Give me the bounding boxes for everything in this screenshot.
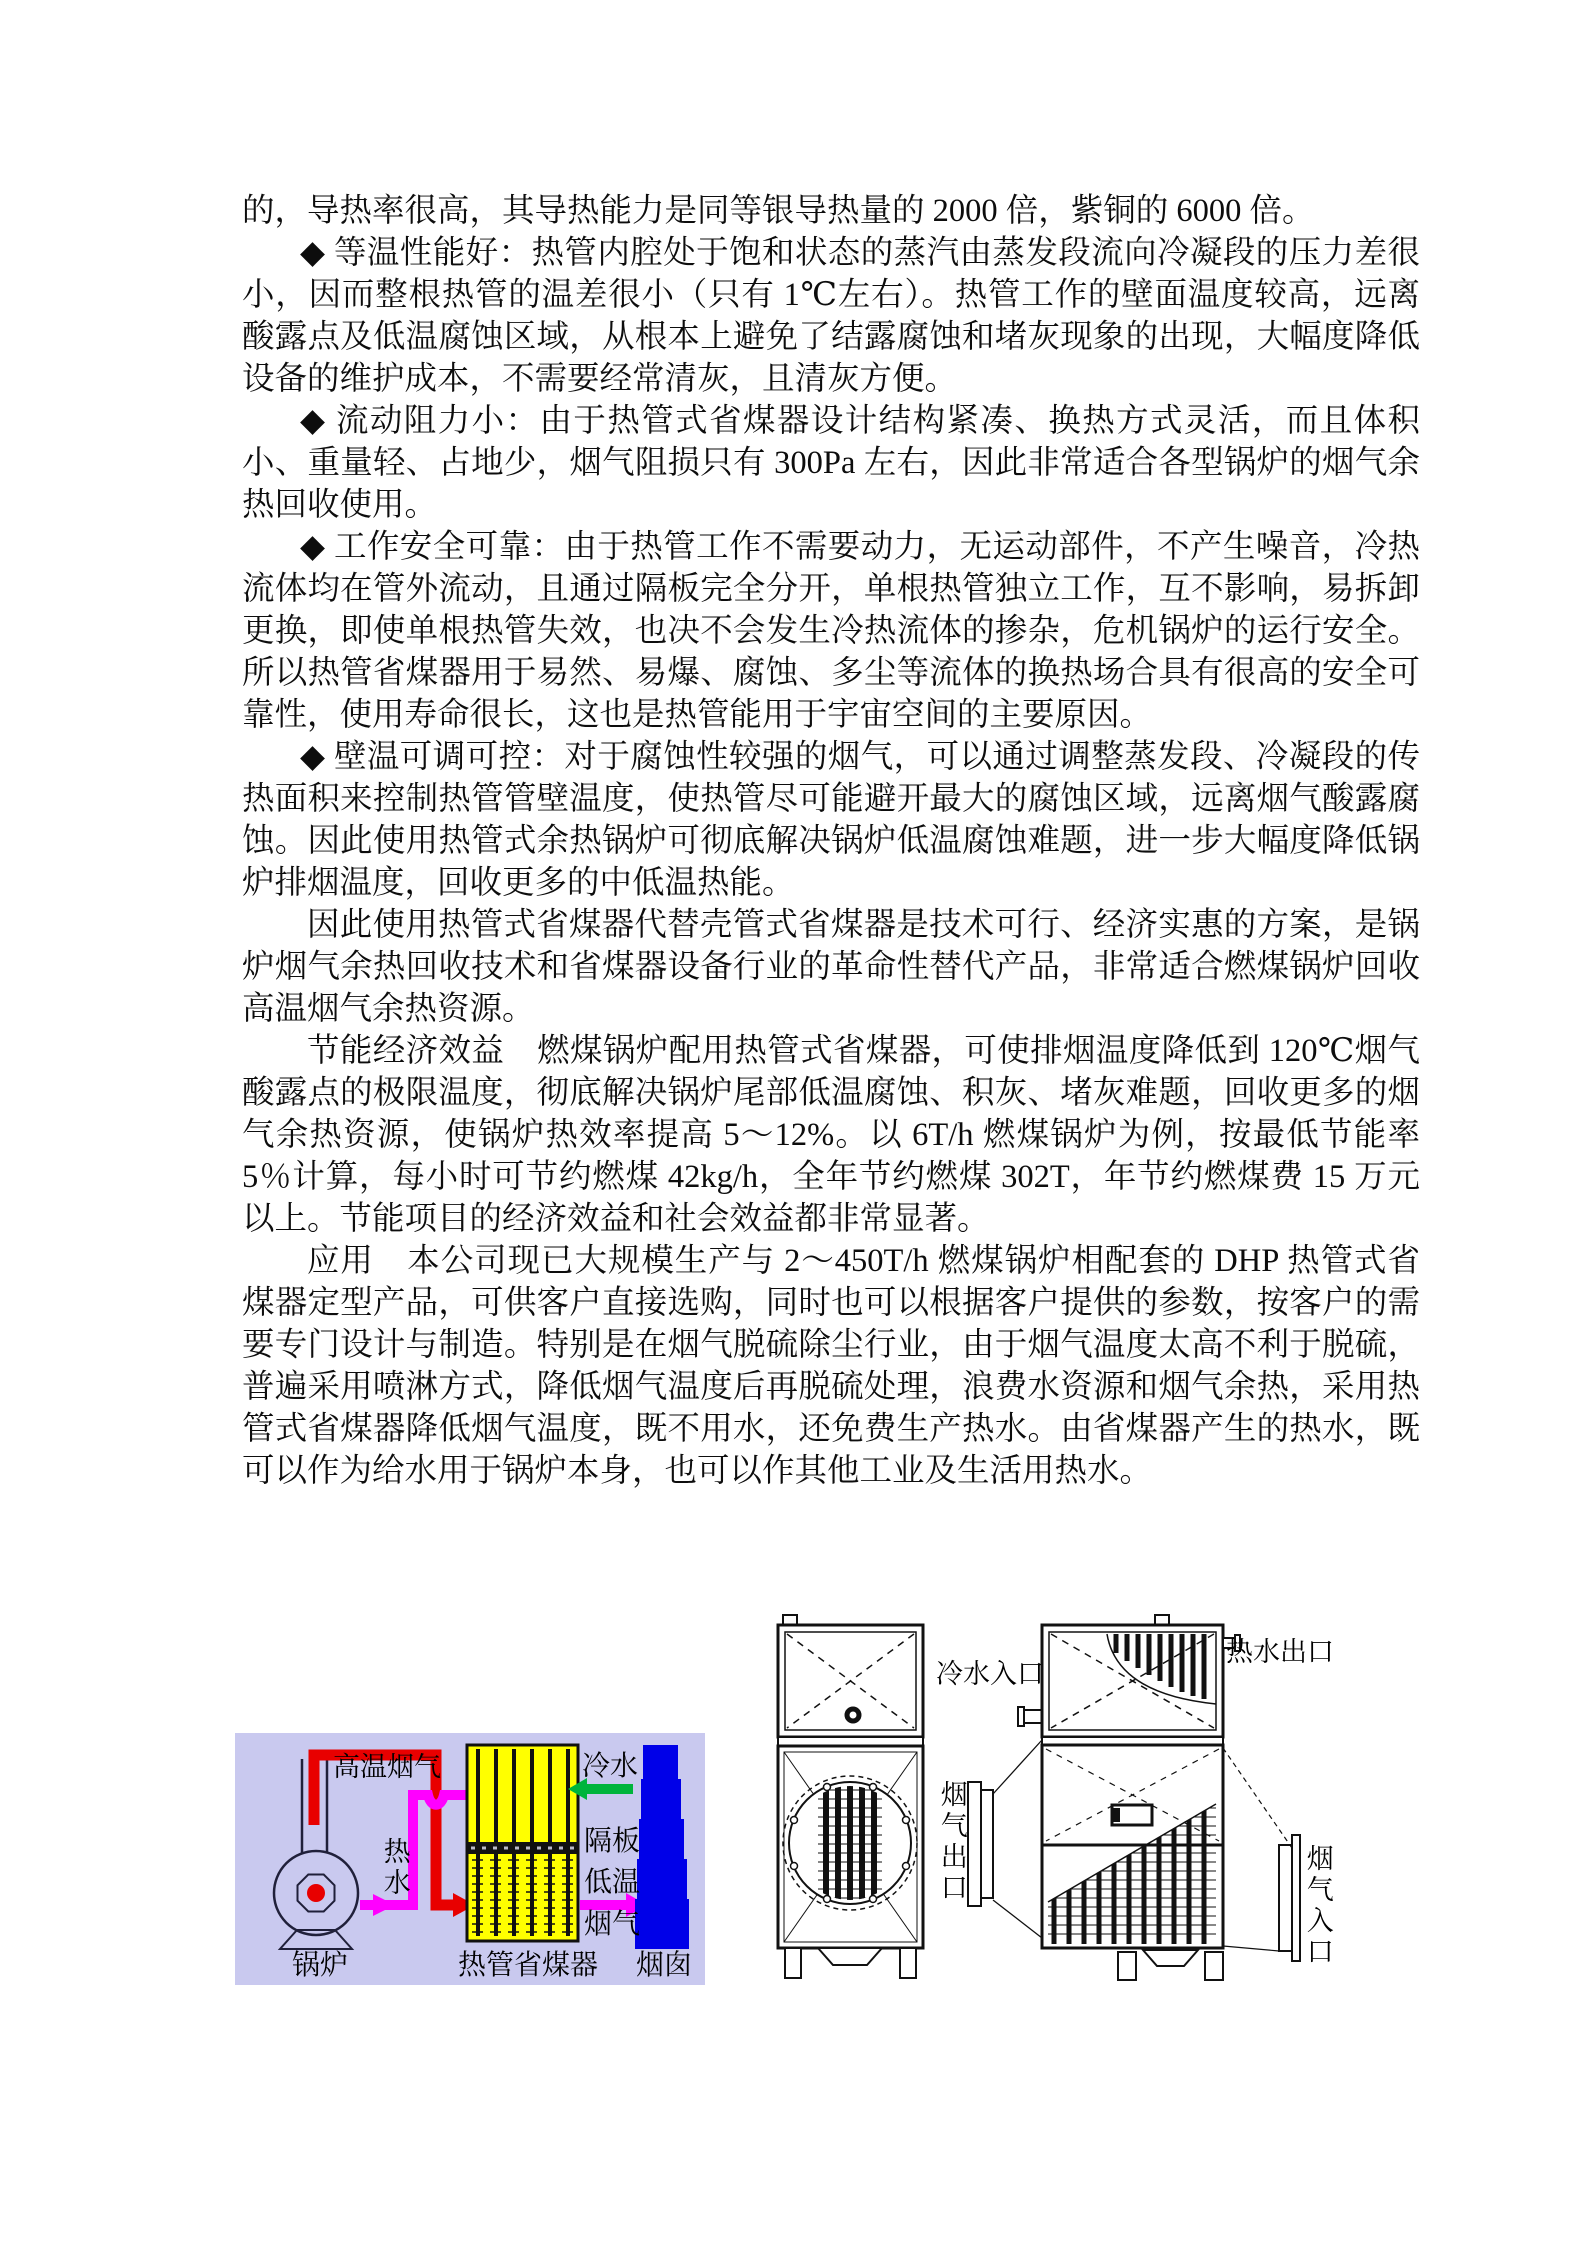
porthole-tube-bundle [818, 1784, 882, 1902]
label-flue-gas-outlet: 烟气出口 [936, 1780, 967, 1904]
paragraph-flow-resistance: ◆ 流动阻力小：由于热管式省煤器设计结构紧凑、换热方式灵活，而且体积小、重量轻、占地少，烟气阻损只有 300Pa 左右，因此非常适合各型锅炉的烟气余热回收使用。 [242, 403, 1420, 523]
label-boiler: 锅炉 [292, 1950, 349, 1981]
paragraph-wall-temp: ◆ 壁温可调可控：对于腐蚀性较强的烟气，可以通过调整蒸发段、冷凝段的传热面积来控制热管管壁温度，使热管尽可能避开最大的腐蚀区域，远离烟气酸露腐蚀。因此使用热管式余热锅炉可彻底解决锅炉低温腐蚀难题，进一步大幅度降低锅炉排烟温度，回收更多的中低温热能。 [242, 739, 1420, 901]
label-cold-water: 冷水 [582, 1751, 639, 1782]
paragraph-conclusion: 因此使用热管式省煤器代替壳管式省煤器是技术可行、经济实惠的方案，是锅炉烟气余热回收技术和省煤器设备行业的革命性替代产品，非常适合燃煤锅炉回收高温烟气余热资源。 [242, 907, 1420, 1027]
paragraph-application: 应用 本公司现已大规模生产与 2～450T/h 燃煤锅炉相配套的 DHP 热管式省煤器定型产品，可供客户直接选购，同时也可以根据客户提供的参数，按客户的需要专门设计与制造。特别是在烟气脱硫除尘行业，由于烟气温度太高不利于脱硫，普遍采用喷淋方式，降低烟气温度后再脱硫处理，浪费水资源和烟气余热，采用热管式省煤器降低烟气温度，既不用水，还免费生产热水。由省煤器产生的热水，既可以作为给水用于锅炉本身，也可以作其他工业及生活用热水。 [242, 1243, 1420, 1489]
paragraph-economy: 节能经济效益 燃煤锅炉配用热管式省煤器，可使排烟温度降低到 120℃烟气酸露点的极限温度，彻底解决锅炉尾部低温腐蚀、积灰、堵灰难题，回收更多的烟气余热资源，使锅炉热效率提高 5～12%。以 6T/h 燃煤锅炉为例，按最低节能率 5％计算，每小时可节约燃煤 42kg/h，全年节约燃煤 302T，年节约燃煤费 15 万元以上。节能项目的经济效益和社会效益都非常显著。 [242, 1033, 1420, 1237]
label-chimney: 烟囱 [636, 1950, 693, 1981]
flue-gas-inlet-flange [1223, 1748, 1300, 1961]
label-cold-water-inlet: 冷水入口 [936, 1659, 1044, 1689]
label-hot-water-outlet: 热水出口 [1226, 1637, 1334, 1667]
boiler-core-dot [307, 1884, 325, 1902]
label-flue-gas-inlet: 烟气入口 [1302, 1844, 1333, 1968]
label-economizer: 热管省煤器 [458, 1950, 599, 1981]
paragraph-conductivity: 的，导热率很高，其导热能力是同等银导热量的 2000 倍，紫铜的 6000 倍。 [242, 193, 1315, 229]
cold-water-nozzle [1018, 1707, 1042, 1726]
flue-gas-outlet-duct [968, 1740, 1042, 1938]
label-baffle: 隔板 [584, 1826, 641, 1857]
label-hot-flue-gas: 高温烟气 [333, 1752, 441, 1782]
label-low-temp: 低温 [584, 1867, 641, 1898]
paragraph-safety: ◆ 工作安全可靠：由于热管工作不需要动力，无运动部件，不产生噪音，冷热流体均在管外流动，且通过隔板完全分开，单根热管独立工作，互不影响，易拆卸更换，即使单根热管失效，也决不会发生冷热流体的掺杂，危机锅炉的运行安全。所以热管省煤器用于易然、易爆、腐蚀、多尘等流体的换热场合具有很高的安全可靠性，使用寿命很长，这也是热管能用于宇宙空间的主要原因。 [242, 529, 1420, 733]
technical-drawing-svg [760, 1608, 1360, 2008]
flow-schematic-diagram [235, 1733, 705, 1985]
label-hot-water: 热水 [379, 1837, 410, 1899]
front-view [778, 1615, 923, 1978]
label-flue-gas: 烟气 [584, 1909, 641, 1940]
paragraph-isothermal: ◆ 等温性能好：热管内腔处于饱和状态的蒸汽由蒸发段流向冷凝段的压力差很小，因而整根热管的温差很小（只有 1℃左右）。热管工作的壁面温度较高，远离酸露点及低温腐蚀区域，从根本上避免了结露腐蚀和堵灰现象的出现，大幅度降低设备的维护成本，不需要经常清灰，且清灰方便。 [242, 235, 1420, 397]
economizer-technical-drawing [760, 1608, 1360, 2008]
text-block [242, 190, 1420, 1492]
economizer-box [467, 1745, 578, 1941]
side-view [1042, 1615, 1300, 1980]
